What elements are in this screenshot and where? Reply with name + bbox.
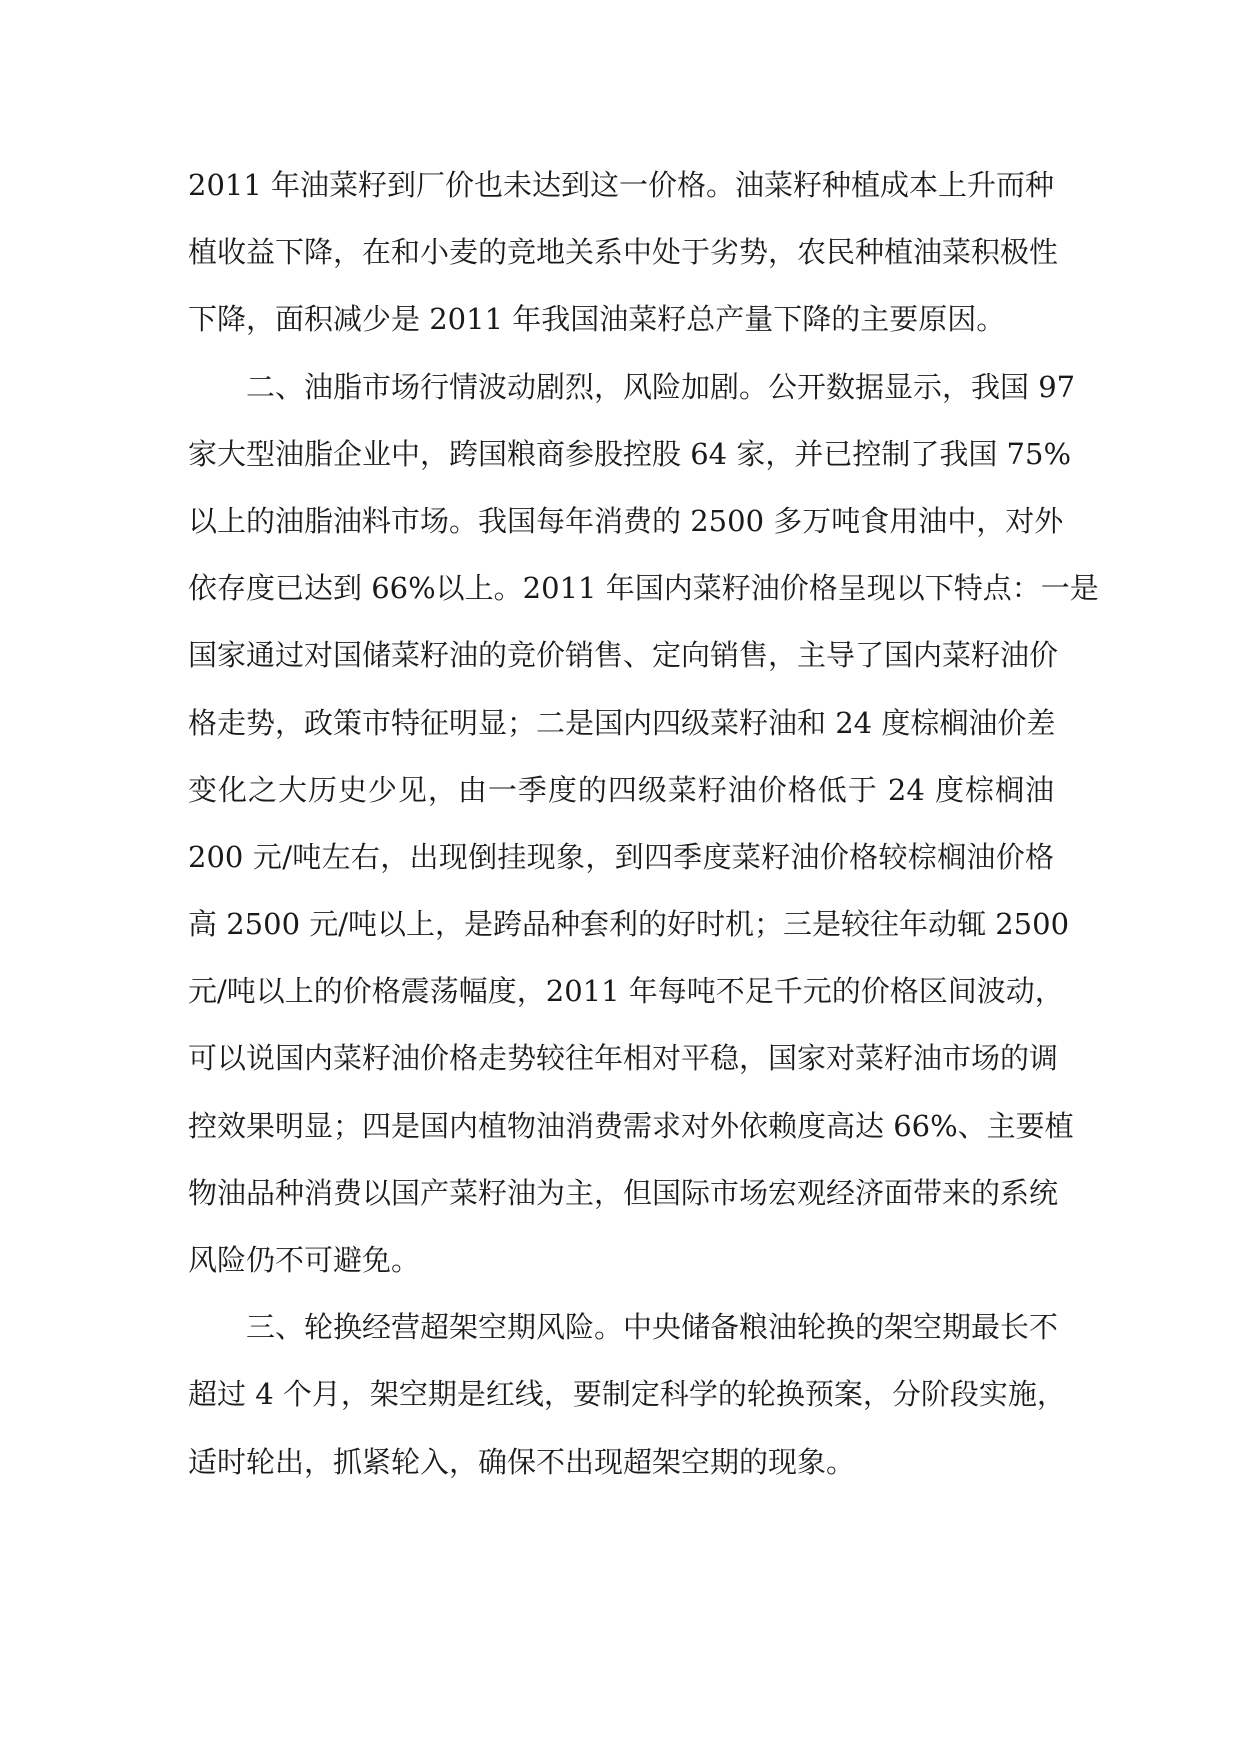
text-line: 2011 年油菜籽到厂价也未达到这一价格。油菜籽种植成本上升而种 xyxy=(188,168,1055,202)
text-line: 下降，面积减少是 2011 年我国油菜籽总产量下降的主要原因。 xyxy=(188,302,1006,337)
text-line: 超过 4 个月，架空期是红线，要制定科学的轮换预案，分阶段实施， xyxy=(188,1377,1066,1412)
text-line: 国家通过对国储菜籽油的竞价销售、定向销售，主导了国内菜籽油价 xyxy=(188,638,1059,673)
text-line: 元/吨以上的价格震荡幅度，2011 年每吨不足千元的价格区间波动， xyxy=(188,974,1064,1009)
text-line: 植收益下降，在和小麦的竞地关系中处于劣势，农民种植油菜积极性 xyxy=(188,235,1059,270)
text-line: 控效果明显；四是国内植物油消费需求对外依赖度高达 66%、主要植 xyxy=(188,1108,1074,1143)
text-line: 依存度已达到 66%以上。2011 年国内菜籽油价格呈现以下特点：一是 xyxy=(188,571,1099,606)
text-line: 二、油脂市场行情波动剧烈，风险加剧。公开数据显示，我国 97 xyxy=(246,369,1076,404)
text-line: 变化之大历史少见，由一季度的四级菜籽油价格低于 24 度棕榈油 xyxy=(188,772,1054,807)
document-body xyxy=(188,152,1099,1496)
text-line: 200 元/吨左右，出现倒挂现象，到四季度菜籽油价格较棕榈油价格 xyxy=(188,839,1054,874)
text-line: 以上的油脂油料市场。我国每年消费的 2500 多万吨食用油中，对外 xyxy=(188,503,1064,538)
text-line: 适时轮出，抓紧轮入，确保不出现超架空期的现象。 xyxy=(188,1444,856,1479)
text-line: 物油品种消费以国产菜籽油为主，但国际市场宏观经济面带来的系统 xyxy=(188,1175,1059,1210)
text-line: 高 2500 元/吨以上，是跨品种套利的好时机；三是较往年动辄 2500 xyxy=(188,907,1070,942)
text-line: 三、轮换经营超架空期风险。中央储备粮油轮换的架空期最长不 xyxy=(246,1310,1059,1345)
text-line: 可以说国内菜籽油价格走势较往年相对平稳，国家对菜籽油市场的调 xyxy=(188,1041,1059,1076)
text-line: 家大型油脂企业中，跨国粮商参股控股 64 家，并已控制了我国 75% xyxy=(188,436,1072,471)
text-line: 格走势，政策市特征明显；二是国内四级菜籽油和 24 度棕榈油价差 xyxy=(188,705,1056,740)
text-line: 风险仍不可避免。 xyxy=(188,1243,421,1277)
